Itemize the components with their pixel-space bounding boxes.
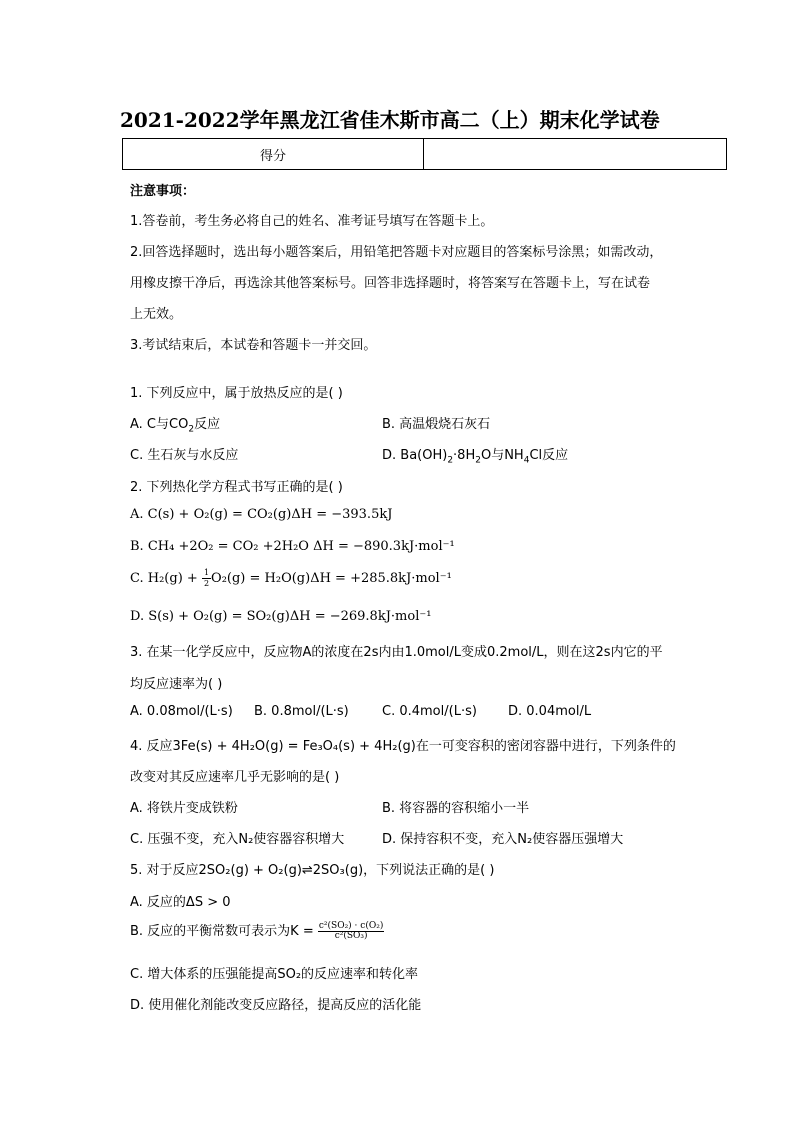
q5-option-d: D. 使用催化剂能改变反应路径，提高反应的活化能 [130,998,422,1013]
q5-option-b-numerator: c²(SO₂) · c(O₂) [318,921,384,931]
q3-stem-line-1: 3. 在某一化学反应中，反应物A的浓度在2s内由1.0mol/L变成0.2mol/L，则在这2s内它的平 [130,645,663,660]
q4-option-c: C. 压强不变，充入N₂使容器容积增大 [130,832,345,847]
q3-option-b: B. 0.8mol/(L·s) [254,704,349,719]
q2-option-b: B. CH₄ +2O₂ = CO₂ +2H₂O ΔH = −890.3kJ·mol⁻¹ [130,539,455,554]
q1-option-d-tail: Cl反应 [529,448,569,463]
q5-option-c: C. 增大体系的压强能提高SO₂的反应速率和转化率 [130,967,419,982]
q5-stem: 5. 对于反应2SO₂(g) + O₂(g)⇌2SO₃(g)，下列说法正确的是( ) [130,863,495,878]
page-title: 2021-2022学年黑龙江省佳木斯市高二（上）期末化学试卷 [120,108,660,132]
q2-option-c [130,568,452,589]
q1-option-d-text: D. Ba(OH) [382,448,448,463]
q1-option-c: C. 生石灰与水反应 [130,448,239,463]
notice-item-2-line-3: 上无效。 [130,307,183,322]
q2-option-d: D. S(s) + O₂(g) = SO₂(g)ΔH = −269.8kJ·mol⁻¹ [130,609,432,624]
score-value[interactable] [424,139,727,170]
q1-option-d-mid-2: O与NH [480,448,524,463]
q3-option-d: D. 0.04mol/L [508,704,592,719]
q2-option-a: A. C(s) + O₂(g) = CO₂(g)ΔH = −393.5kJ [130,507,393,522]
q1-stem: 1. 下列反应中，属于放热反应的是( ) [130,386,343,401]
q1-option-d [382,444,568,466]
q5-option-b [130,920,384,941]
q5-option-a: A. 反应的ΔS > 0 [130,895,231,910]
q1-option-a-tail: 反应 [194,417,221,432]
q5-option-b-fraction [318,922,384,941]
q3-option-a: A. 0.08mol/(L·s) [130,704,233,719]
q4-option-d: D. 保持容积不变，充入N₂使容器压强增大 [382,832,624,847]
q2-option-c-pre: C. H₂(g) + [130,571,198,586]
notice-item-2-line-1: 2.回答选择题时，选出每小题答案后，用铅笔把答题卡对应题目的答案标号涂黑；如需改动， [130,245,663,260]
q4-option-a: A. 将铁片变成铁粉 [130,801,238,816]
q4-stem-line-2: 改变对其反应速率几乎无影响的是( ) [130,770,340,785]
q4-option-b: B. 将容器的容积缩小一半 [382,801,530,816]
notice-item-3: 3.考试结束后，本试卷和答题卡一并交回。 [130,338,377,353]
q1-option-b: B. 高温煅烧石灰石 [382,417,491,432]
q4-stem-line-1: 4. 反应3Fe(s) + 4H₂O(g) = Fe₃O₄(s) + 4H₂(g)在一可变容积的密闭容器中进行，下列条件的 [130,739,676,754]
q3-stem-line-2: 均反应速率为( ) [130,677,223,692]
q2-option-c-fraction [202,568,211,589]
q2-option-c-denominator: 2 [203,579,210,588]
q1-option-d-sub-2: 2 [475,455,481,466]
notice-heading: 注意事项： [130,184,196,199]
q1-option-d-sub-3: 4 [523,455,530,466]
q5-option-b-denominator: c²(SO₃) [334,931,368,941]
q2-option-c-post: O₂(g) = H₂O(g)ΔH = +285.8kJ·mol⁻¹ [211,571,452,586]
q1-option-a-sub: 2 [188,424,195,435]
q3-option-c: C. 0.4mol/(L·s) [382,704,477,719]
q2-option-c-numerator: 1 [203,568,210,577]
q1-option-d-sub-1: 2 [447,455,454,466]
notice-item-2-line-2: 用橡皮擦干净后，再选涂其他答案标号。回答非选择题时，将答案写在答题卡上，写在试卷 [130,276,651,291]
q5-option-b-pre: B. 反应的平衡常数可表示为K = [130,924,314,939]
score-label: 得分 [123,139,424,170]
q1-option-a [130,413,220,435]
notice-item-1: 1.答卷前，考生务必将自己的姓名、准考证号填写在答题卡上。 [130,214,494,229]
q1-option-a-text: A. C与CO [130,417,189,432]
score-table [122,138,727,170]
q2-stem: 2. 下列热化学方程式书写正确的是( ) [130,480,343,495]
q1-option-d-mid: ·8H [453,448,476,463]
